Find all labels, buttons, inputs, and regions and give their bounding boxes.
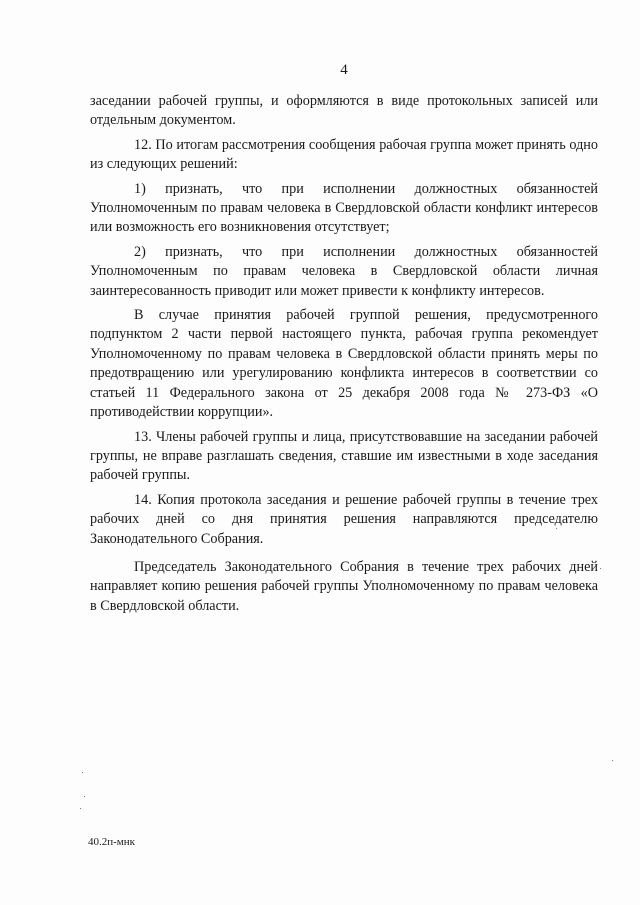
footer-document-code: 40.2п-мнк — [88, 836, 135, 848]
scan-speck — [600, 568, 601, 569]
scan-speck — [84, 796, 85, 797]
paragraph-subitem-1: 1) признать, что при исполнении должностных обязанностей Уполномоченным по правам человека в Свердловской области конфликт интересов или возможность его возникновения отсутствует; — [90, 180, 598, 236]
scan-speck — [556, 528, 557, 529]
page-number: 4 — [340, 62, 348, 78]
paragraph-continuation: заседании рабочей группы, и оформляются в виде протокольных записей или отдельным документом. — [90, 93, 598, 129]
paragraph-chairman: Председатель Законодательного Собрания в течение трех рабочих дней направляет копию решения рабочей группы Уполномоченному по правам человека в Свердловской области. — [90, 558, 598, 614]
paragraph-item-13: 13. Члены рабочей группы и лица, присутствовавшие на заседании рабочей группы, не вправе разглашать сведения, ставшие им известными в ходе заседания рабочей группы. — [90, 428, 598, 484]
paragraph-recommendation: В случае принятия рабочей группой решения, предусмотренного подпунктом 2 части первой настоящего пункта, рабочая группа рекомендует Уполномоченному по правам человека в Свердловской области принять меры по предотвращению или урегулированию конфликта интересов в соответствии со статьей 11 Федерального закона от 25 декабря 2008 года № 273-ФЗ «О противодействии коррупции». — [90, 307, 598, 421]
scan-speck — [612, 760, 613, 761]
paragraph-subitem-2: 2) признать, что при исполнении должностных обязанностей Уполномоченным по правам человека в Свердловской области личная заинтересованность приводит или может привести к конфликту интересов. — [90, 243, 598, 299]
scan-speck — [82, 772, 83, 773]
scan-speck — [80, 808, 81, 809]
paragraph-item-12: 12. По итогам рассмотрения сообщения рабочая группа может принять одно из следующих решений: — [90, 136, 598, 173]
paragraph-item-14: 14. Копия протокола заседания и решение рабочей группы в течение трех рабочих дней со дня принятия решения направляются председателю Законодательного Собрания. — [90, 491, 598, 547]
document-body — [90, 92, 598, 621]
